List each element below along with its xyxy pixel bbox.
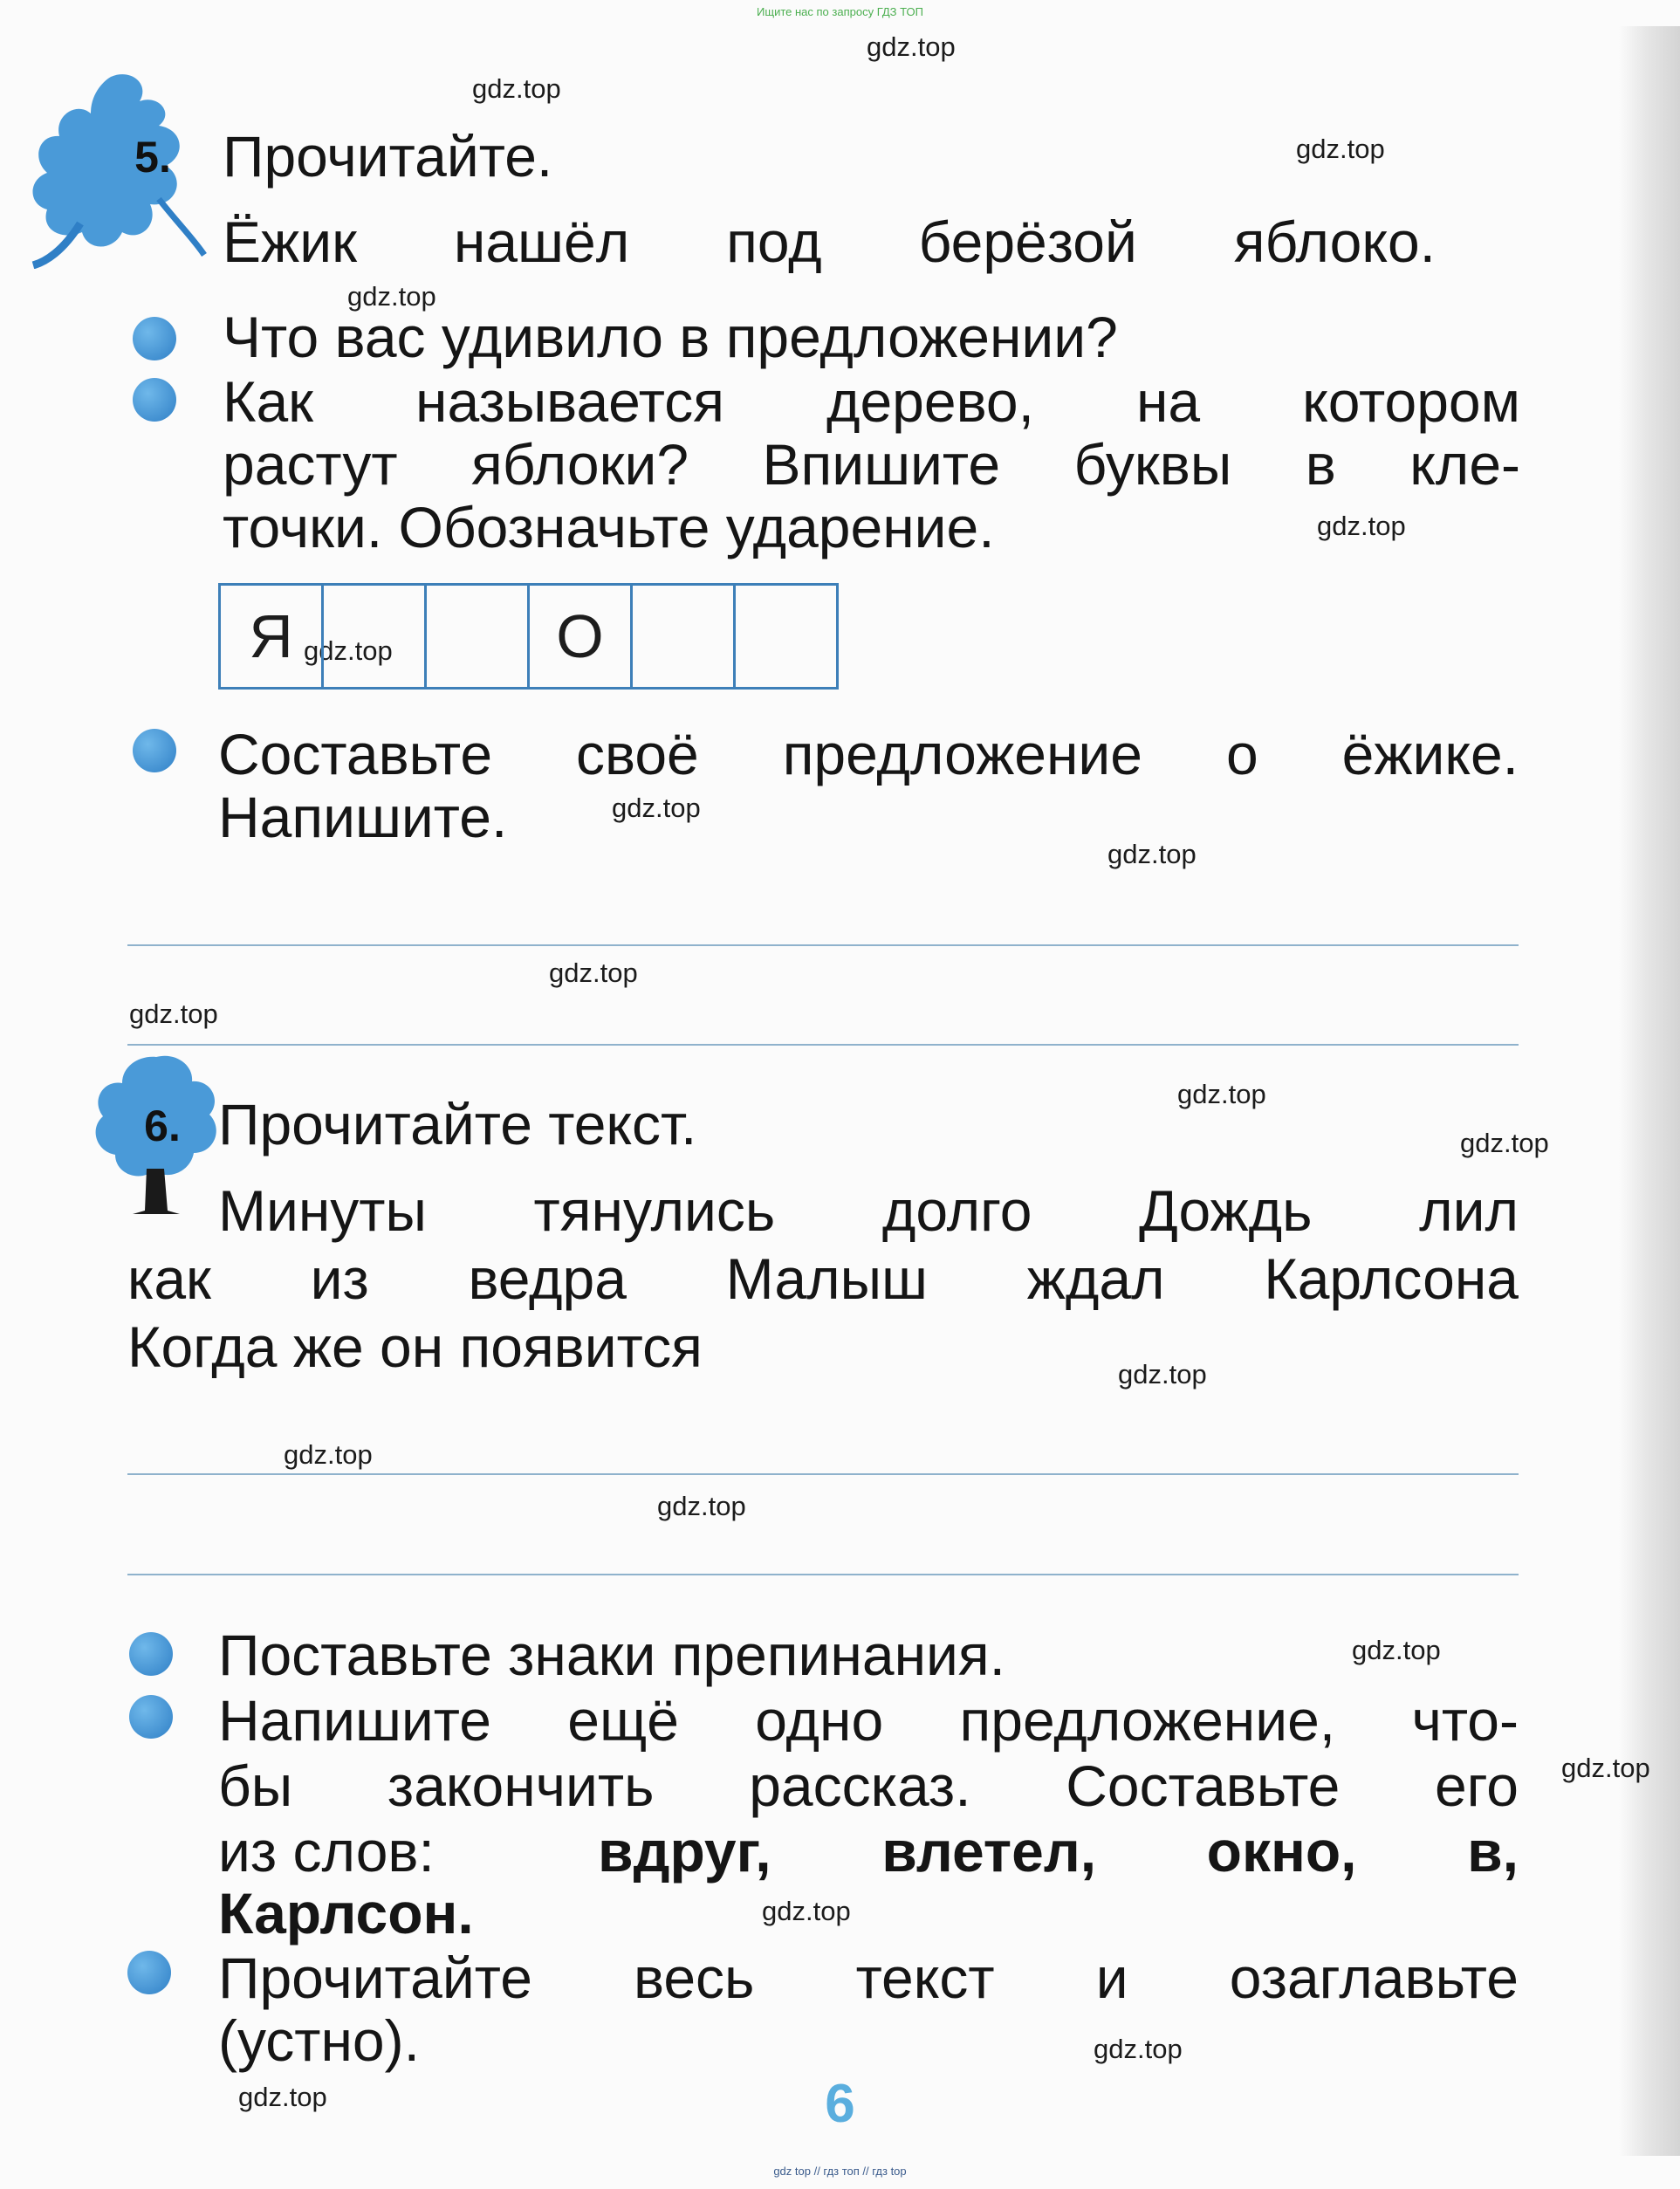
page-number: 6 — [825, 2074, 855, 2134]
bullet-icon — [133, 729, 176, 772]
bullet-icon — [133, 317, 176, 360]
letter-cell[interactable]: О — [527, 586, 630, 687]
watermark: gdz.top — [1352, 1635, 1441, 1665]
watermark: gdz.top — [1561, 1753, 1650, 1783]
watermark: gdz.top — [284, 1439, 373, 1470]
page-edge-shadow — [1619, 26, 1680, 2156]
letter-cell[interactable] — [321, 586, 424, 687]
watermark: gdz.top — [1118, 1359, 1207, 1390]
watermark: gdz.top — [1460, 1128, 1549, 1158]
letter-cell[interactable] — [733, 586, 836, 687]
writing-line[interactable] — [127, 944, 1519, 946]
task-text: Поставьте знаки препинания. — [218, 1623, 1005, 1687]
bullet-icon — [129, 1695, 173, 1739]
text-line: как из ведра Малыш ждал Карлсона — [127, 1246, 1519, 1311]
task-keywords: вдруг, влетел, окно, в, — [598, 1819, 1519, 1884]
watermark: gdz.top — [129, 998, 218, 1029]
watermark: gdz.top — [347, 281, 436, 312]
letter-cell[interactable]: Я — [249, 602, 293, 670]
exercise-heading: Прочитайте текст. — [218, 1092, 697, 1156]
watermark: gdz.top — [657, 1491, 746, 1521]
text-line: Когда же он появится — [127, 1314, 703, 1379]
task-text: Прочитайте весь текст и озаглавьте — [218, 1945, 1519, 2010]
letter-cell[interactable] — [424, 586, 527, 687]
letter-cell[interactable] — [630, 586, 733, 687]
task-text: (устно). — [218, 2008, 420, 2073]
task-text: Напишите ещё одно предложение, что- — [218, 1688, 1519, 1753]
question-text: Напишите. — [218, 785, 508, 849]
exercise-sentence: Ёжик нашёл под берёзой яблоко. — [223, 209, 1436, 274]
watermark: gdz.top — [304, 635, 393, 666]
watermark: gdz.top — [612, 793, 701, 823]
search-hint: Ищите нас по запросу ГДЗ ТОП — [757, 5, 923, 18]
question-text: Составьте своё предложение о ёжике. — [218, 722, 1519, 786]
question-text: растут яблоки? Впишите буквы в кле- — [223, 432, 1520, 497]
exercise-number: 6. — [144, 1101, 181, 1150]
exercise-number: 5. — [134, 133, 171, 182]
letter-cells — [218, 583, 839, 690]
task-text: бы закончить рассказ. Составьте его — [218, 1753, 1519, 1818]
writing-line[interactable] — [127, 1044, 1519, 1046]
watermark: gdz.top — [867, 31, 956, 62]
question-text: точки. Обозначьте ударение. — [223, 495, 995, 559]
watermark: gdz.top — [238, 2082, 327, 2112]
question-text: Что вас удивило в предложении? — [223, 305, 1118, 369]
task-keywords: Карлсон. — [218, 1881, 474, 1945]
watermark: gdz.top — [549, 957, 638, 988]
watermark: gdz.top — [1094, 2034, 1183, 2064]
bullet-icon — [127, 1951, 171, 1994]
bullet-icon — [129, 1632, 173, 1676]
writing-line[interactable] — [127, 1574, 1519, 1575]
footer-links[interactable]: gdz top // гдз топ // гдз top — [773, 2165, 907, 2178]
watermark: gdz.top — [472, 73, 561, 104]
text-line: Минуты тянулись долго Дождь лил — [218, 1178, 1519, 1243]
watermark: gdz.top — [1317, 511, 1406, 541]
task-text: из слов: — [218, 1819, 435, 1884]
watermark: gdz.top — [1177, 1079, 1266, 1109]
writing-line[interactable] — [127, 1473, 1519, 1475]
watermark: gdz.top — [762, 1896, 851, 1926]
watermark: gdz.top — [1296, 134, 1385, 164]
bullet-icon — [133, 378, 176, 422]
watermark: gdz.top — [1107, 839, 1197, 869]
exercise-heading: Прочитайте. — [223, 124, 553, 189]
question-text: Как называется дерево, на котором — [223, 369, 1520, 434]
